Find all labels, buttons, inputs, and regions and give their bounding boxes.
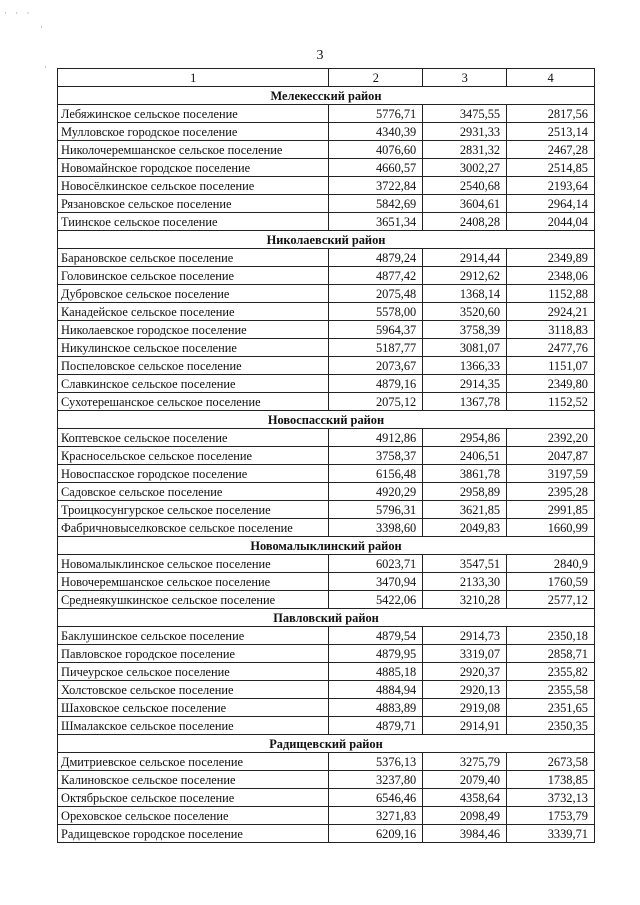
value-cell: 4879,95 — [329, 645, 423, 663]
settlement-name-cell: Баклушинское сельское поселение — [58, 627, 329, 645]
value-cell: 4883,89 — [329, 699, 423, 717]
settlement-name-cell: Дубровское сельское поселение — [58, 285, 329, 303]
value-cell: 5842,69 — [329, 195, 423, 213]
settlement-name-cell: Калиновское сельское поселение — [58, 771, 329, 789]
settlement-name-cell: Ореховское сельское поселение — [58, 807, 329, 825]
value-cell: 3547,51 — [423, 555, 507, 573]
value-cell: 2098,49 — [423, 807, 507, 825]
table-row — [58, 339, 595, 357]
value-cell: 2914,44 — [423, 249, 507, 267]
value-cell: 2931,33 — [423, 123, 507, 141]
value-cell: 3861,78 — [423, 465, 507, 483]
value-cell: 2954,86 — [423, 429, 507, 447]
value-cell: 1660,99 — [507, 519, 595, 537]
settlement-name-cell: Среднеякушкинское сельское поселение — [58, 591, 329, 609]
table-row — [58, 789, 595, 807]
table-row — [58, 555, 595, 573]
value-cell: 5376,13 — [329, 753, 423, 771]
section-title: Николаевский район — [58, 231, 595, 249]
settlement-name-cell: Николаевское городское поселение — [58, 321, 329, 339]
value-cell: 2355,58 — [507, 681, 595, 699]
value-cell: 2349,89 — [507, 249, 595, 267]
value-cell: 2049,83 — [423, 519, 507, 537]
value-cell: 2355,82 — [507, 663, 595, 681]
table-row — [58, 717, 595, 735]
value-cell: 2840,9 — [507, 555, 595, 573]
scan-speck: · — [44, 62, 50, 72]
value-cell: 4877,42 — [329, 267, 423, 285]
section-title: Павловский район — [58, 609, 595, 627]
value-cell: 2044,04 — [507, 213, 595, 231]
table-row — [58, 627, 595, 645]
scan-speck: · — [40, 22, 46, 32]
value-cell: 2467,28 — [507, 141, 595, 159]
settlement-name-cell: Барановское сельское поселение — [58, 249, 329, 267]
value-cell: 2673,58 — [507, 753, 595, 771]
column-header: 4 — [507, 69, 595, 87]
table-row — [58, 105, 595, 123]
value-cell: 1152,88 — [507, 285, 595, 303]
settlement-name-cell: Николочеремшанское сельское поселение — [58, 141, 329, 159]
value-cell: 2075,48 — [329, 285, 423, 303]
table-row — [58, 393, 595, 411]
value-cell: 3237,80 — [329, 771, 423, 789]
value-cell: 3732,13 — [507, 789, 595, 807]
section-row — [58, 537, 595, 555]
table-row — [58, 645, 595, 663]
value-cell: 2817,56 — [507, 105, 595, 123]
table-body — [58, 87, 595, 843]
value-cell: 2513,14 — [507, 123, 595, 141]
value-cell: 4358,64 — [423, 789, 507, 807]
table-row — [58, 681, 595, 699]
value-cell: 4920,29 — [329, 483, 423, 501]
value-cell: 3470,94 — [329, 573, 423, 591]
value-cell: 1151,07 — [507, 357, 595, 375]
value-cell: 2540,68 — [423, 177, 507, 195]
settlement-name-cell: Канадейское сельское поселение — [58, 303, 329, 321]
settlement-name-cell: Сухотерешанское сельское поселение — [58, 393, 329, 411]
settlement-name-cell: Дмитриевское сельское поселение — [58, 753, 329, 771]
section-row — [58, 609, 595, 627]
value-cell: 3398,60 — [329, 519, 423, 537]
value-cell: 6023,71 — [329, 555, 423, 573]
value-cell: 3520,60 — [423, 303, 507, 321]
value-cell: 1367,78 — [423, 393, 507, 411]
settlement-name-cell: Славкинское сельское поселение — [58, 375, 329, 393]
section-title: Мелекесский район — [58, 87, 595, 105]
value-cell: 3621,85 — [423, 501, 507, 519]
value-cell: 5964,37 — [329, 321, 423, 339]
value-cell: 3275,79 — [423, 753, 507, 771]
value-cell: 2924,21 — [507, 303, 595, 321]
value-cell: 2958,89 — [423, 483, 507, 501]
value-cell: 3651,34 — [329, 213, 423, 231]
settlement-name-cell: Новосёлкинское сельское поселение — [58, 177, 329, 195]
settlement-name-cell: Головинское сельское поселение — [58, 267, 329, 285]
value-cell: 2920,13 — [423, 681, 507, 699]
column-header: 2 — [329, 69, 423, 87]
table-row — [58, 249, 595, 267]
value-cell: 2912,62 — [423, 267, 507, 285]
settlement-name-cell: Тиинское сельское поселение — [58, 213, 329, 231]
value-cell: 2350,18 — [507, 627, 595, 645]
settlement-name-cell: Поспеловское сельское поселение — [58, 357, 329, 375]
value-cell: 1152,52 — [507, 393, 595, 411]
value-cell: 6209,16 — [329, 825, 423, 843]
value-cell: 1738,85 — [507, 771, 595, 789]
table-row — [58, 303, 595, 321]
value-cell: 2477,76 — [507, 339, 595, 357]
value-cell: 3210,28 — [423, 591, 507, 609]
value-cell: 3758,37 — [329, 447, 423, 465]
table-row — [58, 141, 595, 159]
table-row — [58, 321, 595, 339]
table-row — [58, 159, 595, 177]
data-table — [57, 68, 595, 843]
table-row — [58, 429, 595, 447]
value-cell: 4660,57 — [329, 159, 423, 177]
value-cell: 4879,54 — [329, 627, 423, 645]
page-number: 3 — [316, 48, 324, 63]
table-row — [58, 195, 595, 213]
value-cell: 5187,77 — [329, 339, 423, 357]
table-row — [58, 591, 595, 609]
value-cell: 2914,35 — [423, 375, 507, 393]
settlement-name-cell: Новомайнское городское поселение — [58, 159, 329, 177]
settlement-name-cell: Павловское городское поселение — [58, 645, 329, 663]
value-cell: 3197,59 — [507, 465, 595, 483]
settlement-name-cell: Мулловское городское поселение — [58, 123, 329, 141]
value-cell: 2920,37 — [423, 663, 507, 681]
value-cell: 2392,20 — [507, 429, 595, 447]
value-cell: 6546,46 — [329, 789, 423, 807]
value-cell: 6156,48 — [329, 465, 423, 483]
table-row — [58, 213, 595, 231]
value-cell: 3339,71 — [507, 825, 595, 843]
value-cell: 3002,27 — [423, 159, 507, 177]
settlement-name-cell: Радищевское городское поселение — [58, 825, 329, 843]
value-cell: 2349,80 — [507, 375, 595, 393]
value-cell: 3118,83 — [507, 321, 595, 339]
table-row — [58, 123, 595, 141]
value-cell: 2075,12 — [329, 393, 423, 411]
settlement-name-cell: Фабричновыселковское сельское поселение — [58, 519, 329, 537]
settlement-name-cell: Холстовское сельское поселение — [58, 681, 329, 699]
value-cell: 1753,79 — [507, 807, 595, 825]
value-cell: 4340,39 — [329, 123, 423, 141]
table-row — [58, 465, 595, 483]
table-row — [58, 519, 595, 537]
value-cell: 5422,06 — [329, 591, 423, 609]
value-cell: 3475,55 — [423, 105, 507, 123]
settlement-name-cell: Шмалакское сельское поселение — [58, 717, 329, 735]
table-row — [58, 699, 595, 717]
value-cell: 3604,61 — [423, 195, 507, 213]
value-cell: 2395,28 — [507, 483, 595, 501]
settlement-name-cell: Новоспасское городское поселение — [58, 465, 329, 483]
settlement-name-cell: Рязановское сельское поселение — [58, 195, 329, 213]
value-cell: 4076,60 — [329, 141, 423, 159]
value-cell: 1366,33 — [423, 357, 507, 375]
value-cell: 5776,71 — [329, 105, 423, 123]
value-cell: 2514,85 — [507, 159, 595, 177]
value-cell: 4879,16 — [329, 375, 423, 393]
value-cell: 3271,83 — [329, 807, 423, 825]
value-cell: 3722,84 — [329, 177, 423, 195]
value-cell: 3758,39 — [423, 321, 507, 339]
section-row — [58, 231, 595, 249]
settlement-name-cell: Никулинское сельское поселение — [58, 339, 329, 357]
value-cell: 2350,35 — [507, 717, 595, 735]
settlement-name-cell: Красносельское сельское поселение — [58, 447, 329, 465]
header-row — [58, 69, 595, 87]
value-cell: 3081,07 — [423, 339, 507, 357]
value-cell: 2914,91 — [423, 717, 507, 735]
section-row — [58, 735, 595, 753]
value-cell: 2406,51 — [423, 447, 507, 465]
value-cell: 5796,31 — [329, 501, 423, 519]
settlement-name-cell: Коптевское сельское поселение — [58, 429, 329, 447]
value-cell: 2991,85 — [507, 501, 595, 519]
table-row — [58, 447, 595, 465]
column-header: 1 — [58, 69, 329, 87]
value-cell: 4884,94 — [329, 681, 423, 699]
table-row — [58, 753, 595, 771]
value-cell: 2193,64 — [507, 177, 595, 195]
value-cell: 1760,59 — [507, 573, 595, 591]
scan-speck: · · · — [4, 8, 33, 18]
value-cell: 3984,46 — [423, 825, 507, 843]
settlement-name-cell: Новомалыклинское сельское поселение — [58, 555, 329, 573]
value-cell: 2047,87 — [507, 447, 595, 465]
column-header: 3 — [423, 69, 507, 87]
value-cell: 2348,06 — [507, 267, 595, 285]
section-title: Новомалыклинский район — [58, 537, 595, 555]
value-cell: 2964,14 — [507, 195, 595, 213]
settlement-name-cell: Шаховское сельское поселение — [58, 699, 329, 717]
value-cell: 2914,73 — [423, 627, 507, 645]
section-title: Радищевский район — [58, 735, 595, 753]
value-cell: 2408,28 — [423, 213, 507, 231]
value-cell: 2919,08 — [423, 699, 507, 717]
settlement-name-cell: Лебяжинское сельское поселение — [58, 105, 329, 123]
value-cell: 3319,07 — [423, 645, 507, 663]
table-row — [58, 771, 595, 789]
value-cell: 5578,00 — [329, 303, 423, 321]
table-row — [58, 807, 595, 825]
settlement-name-cell: Пичеурское сельское поселение — [58, 663, 329, 681]
table-row — [58, 483, 595, 501]
value-cell: 2073,67 — [329, 357, 423, 375]
table-row — [58, 825, 595, 843]
value-cell: 1368,14 — [423, 285, 507, 303]
settlement-name-cell: Новочеремшанское сельское поселение — [58, 573, 329, 591]
table-row — [58, 375, 595, 393]
value-cell: 2133,30 — [423, 573, 507, 591]
table-row — [58, 357, 595, 375]
table-row — [58, 267, 595, 285]
settlement-name-cell: Троицкосунгурское сельское поселение — [58, 501, 329, 519]
table-row — [58, 501, 595, 519]
settlement-name-cell: Октябрьское сельское поселение — [58, 789, 329, 807]
section-row — [58, 87, 595, 105]
value-cell: 2858,71 — [507, 645, 595, 663]
table-row — [58, 177, 595, 195]
section-row — [58, 411, 595, 429]
value-cell: 4879,71 — [329, 717, 423, 735]
value-cell: 4885,18 — [329, 663, 423, 681]
table-row — [58, 663, 595, 681]
table-row — [58, 573, 595, 591]
value-cell: 2577,12 — [507, 591, 595, 609]
settlement-name-cell: Садовское сельское поселение — [58, 483, 329, 501]
section-title: Новоспасский район — [58, 411, 595, 429]
value-cell: 2351,65 — [507, 699, 595, 717]
table-row — [58, 285, 595, 303]
value-cell: 2831,32 — [423, 141, 507, 159]
value-cell: 2079,40 — [423, 771, 507, 789]
value-cell: 4879,24 — [329, 249, 423, 267]
value-cell: 4912,86 — [329, 429, 423, 447]
